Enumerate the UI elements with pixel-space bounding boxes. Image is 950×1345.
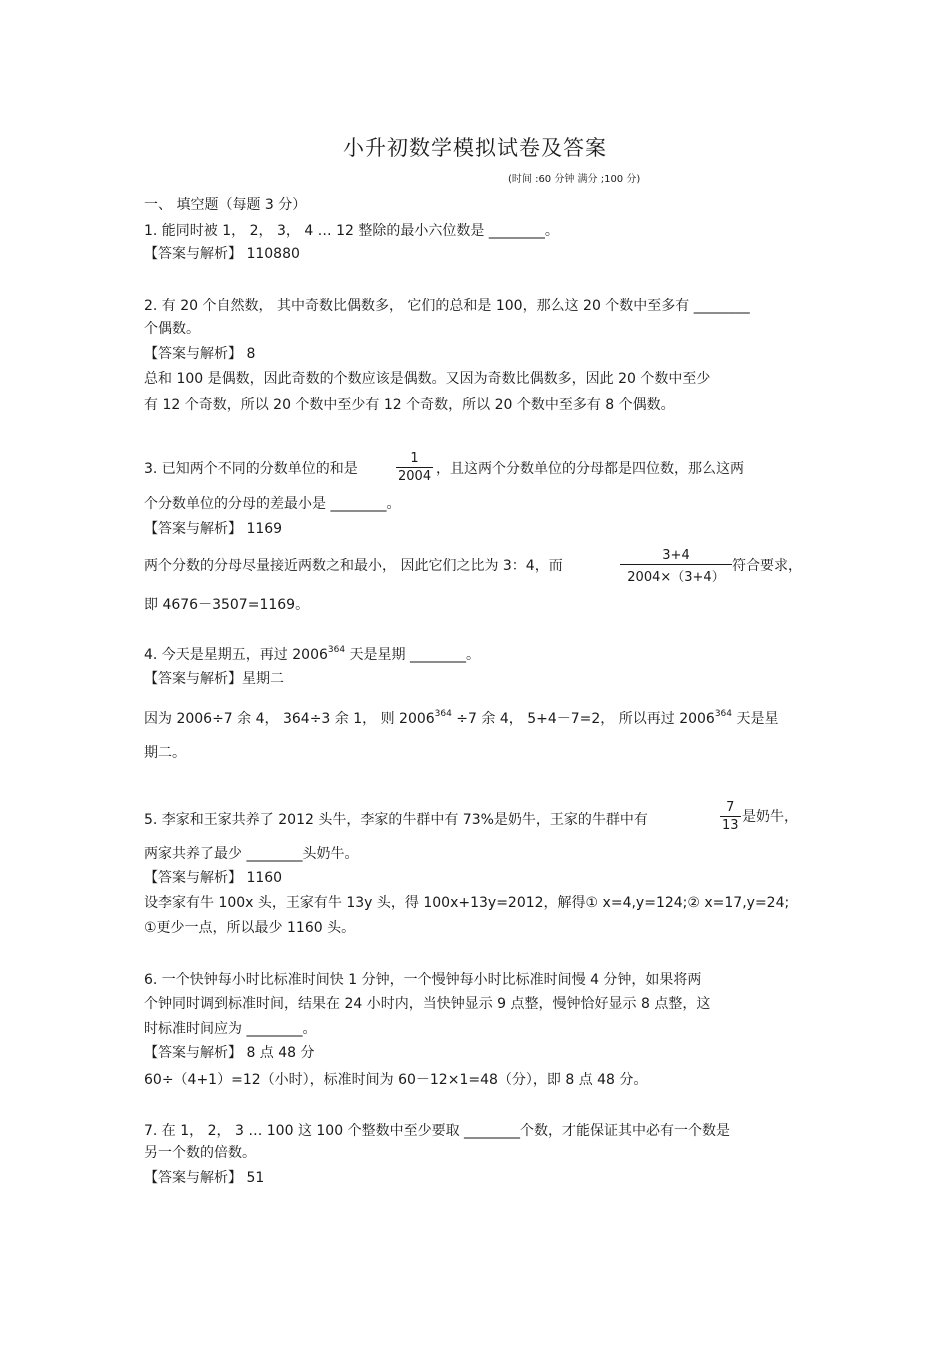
question-5-lead: 5. 李家和王家共养了 2012 头牛，李家的牛群中有 73%是奶牛，王家的牛群中有 xyxy=(144,812,648,828)
exam-meta: (时间 :60 分钟 满分 ;100 分) xyxy=(508,174,641,185)
page-title: 小升初数学模拟试卷及答案 xyxy=(343,136,607,160)
question-4-lead: 4. 今天是星期五，再过 2006 xyxy=(144,647,328,663)
explanation-3-tail: 符合要求， xyxy=(732,558,802,574)
question-1: 1. 能同时被 1， 2， 3， 4 … 12 整除的最小六位数是 ________。 xyxy=(144,223,559,239)
explanation-4-line-1 xyxy=(144,710,778,728)
explanation-6: 60÷（4+1）=12（小时），标准时间为 60－12×1=48（分），即 8 点 48 分。 xyxy=(144,1072,648,1088)
question-6-line-2: 个钟同时调到标准时间，结果在 24 小时内，当快钟显示 9 点整，慢钟恰好显示 8 点整，这 xyxy=(144,996,711,1012)
fraction-7-over-13 xyxy=(720,800,741,833)
fraction-numerator: 1 xyxy=(410,451,419,466)
explanation-2-line-1: 总和 100 是偶数，因此奇数的个数应该是偶数。又因为奇数比偶数多，因此 20 个数中至少 xyxy=(144,371,711,387)
question-7-line-1: 7. 在 1， 2， 3 … 100 这 100 个整数中至少要取 ________个数，才能保证其中必有一个数是 xyxy=(144,1123,731,1139)
explanation-5-line-2: ①更少一点，所以最少 1160 头。 xyxy=(144,920,356,936)
exponent: 364 xyxy=(327,645,346,655)
fraction-denominator: 2004 xyxy=(398,469,432,484)
question-3-tail: ，且这两个分数单位的分母都是四位数，那么这两 xyxy=(436,461,744,477)
fraction-denominator: 2004×（3+4） xyxy=(620,564,732,585)
explanation-5-line-1: 设李家有牛 100x 头，王家有牛 13y 头，得 100x+13y=2012，解得① x=4,y=124;② x=17,y=24; xyxy=(144,895,790,911)
question-3-line-2: 个分数单位的分母的差最小是 ________。 xyxy=(144,496,401,512)
explanation-4-part-b: ÷7 余 4， 5+4－7=2， 所以再过 2006 xyxy=(451,711,715,727)
question-3-lead: 3. 已知两个不同的分数单位的和是 xyxy=(144,461,358,477)
question-6-line-3: 时标准时间应为 ________。 xyxy=(144,1021,317,1037)
fraction-numerator: 3+4 xyxy=(662,548,690,563)
explanation-4-line-2: 期二。 xyxy=(144,745,186,761)
answer-4: 【答案与解析】星期二 xyxy=(144,671,284,687)
question-4 xyxy=(144,646,480,664)
answer-1: 【答案与解析】 110880 xyxy=(144,246,300,262)
explanation-4-part-c: 天是星 xyxy=(732,711,779,727)
fraction-3plus4 xyxy=(620,548,732,585)
answer-7: 【答案与解析】 51 xyxy=(144,1170,265,1186)
fraction-1-over-2004 xyxy=(396,451,433,484)
fraction-denominator: 13 xyxy=(722,818,739,833)
explanation-3-lead: 两个分数的分母尽量接近两数之和最小， 因此它们之比为 3：4，而 xyxy=(144,558,563,574)
question-5-line-2: 两家共养了最少 ________头奶牛。 xyxy=(144,846,359,862)
question-2-line-2: 个偶数。 xyxy=(144,321,200,337)
answer-6: 【答案与解析】 8 点 48 分 xyxy=(144,1045,315,1061)
answer-5: 【答案与解析】 1160 xyxy=(144,870,283,886)
question-6-line-1: 6. 一个快钟每小时比标准时间快 1 分钟，一个慢钟每小时比标准时间慢 4 分钟，如果将两 xyxy=(144,972,702,988)
answer-3: 【答案与解析】 1169 xyxy=(144,521,283,537)
question-5-tail: 是奶牛， xyxy=(742,809,798,825)
explanation-3-line-2: 即 4676－3507=1169。 xyxy=(144,597,310,613)
question-2-line-1: 2. 有 20 个自然数， 其中奇数比偶数多， 它们的总和是 100，那么这 20 个数中至多有 ________ xyxy=(144,298,750,314)
question-7-line-2: 另一个数的倍数。 xyxy=(144,1145,256,1161)
fraction-numerator: 7 xyxy=(726,800,735,815)
answer-2: 【答案与解析】 8 xyxy=(144,346,256,362)
explanation-4-part-a: 因为 2006÷7 余 4， 364÷3 余 1， 则 2006 xyxy=(144,711,435,727)
exponent: 364 xyxy=(434,709,452,719)
explanation-2-line-2: 有 12 个奇数，所以 20 个数中至少有 12 个奇数，所以 20 个数中至多有 8 个偶数。 xyxy=(144,397,675,413)
question-4-tail: 天是星期 ________。 xyxy=(345,647,480,663)
section-heading: 一、 填空题（每题 3 分） xyxy=(144,197,307,213)
exponent: 364 xyxy=(714,709,733,719)
